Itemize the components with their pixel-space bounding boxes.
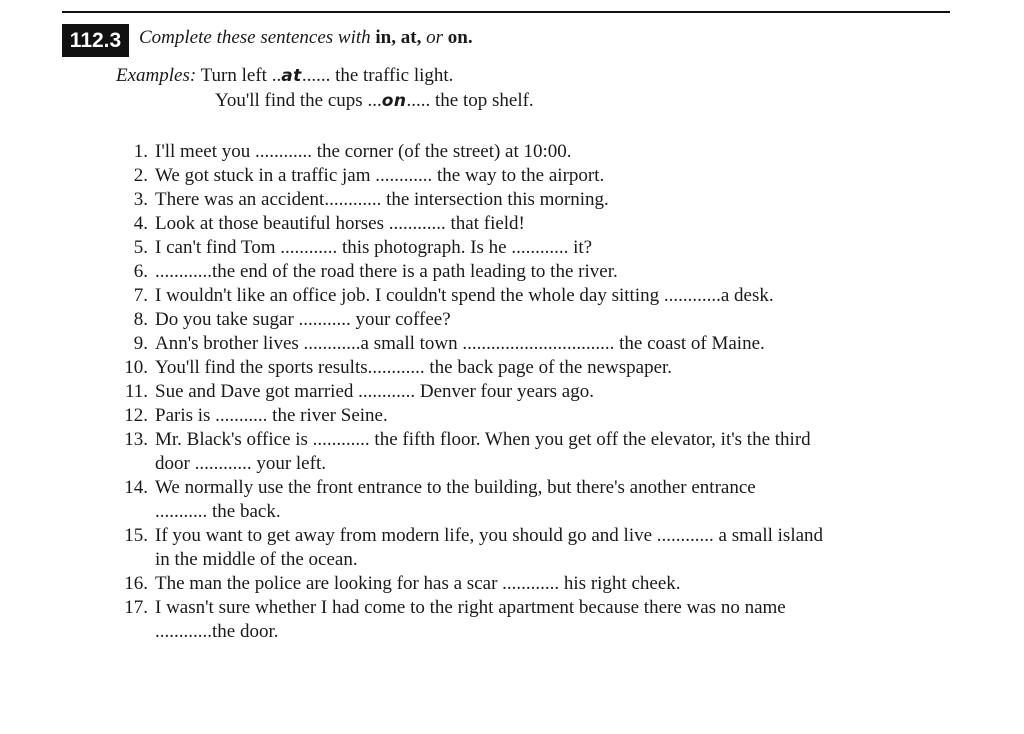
instruction-end: .	[467, 27, 473, 48]
exercise-number: 112.3	[62, 24, 129, 57]
list-item	[112, 524, 972, 572]
item-number: 12.	[124, 405, 148, 426]
item-number: 16.	[124, 573, 148, 594]
list-item	[112, 164, 972, 188]
example-1-before: Turn left ..	[196, 65, 282, 86]
item-number: 3.	[133, 189, 148, 210]
examples-label: Examples:	[116, 65, 197, 86]
list-item	[112, 356, 972, 380]
list-item	[112, 380, 972, 404]
list-item	[112, 404, 972, 428]
item-sentence: I wouldn't like an office job. I couldn't spend the whole day sitting ............a desk.	[155, 285, 774, 306]
exercise-instruction	[139, 27, 473, 49]
item-sentence: Do you take sugar ........... your coffee?	[155, 309, 451, 330]
instruction-prefix: Complete these sentences with	[139, 27, 376, 48]
list-item	[112, 140, 972, 164]
list-item	[112, 212, 972, 236]
example-1-after: ...... the traffic light.	[301, 65, 454, 86]
item-number: 11.	[124, 381, 148, 402]
item-sentence: ............the end of the road there is a path leading to the river.	[155, 261, 618, 282]
instruction-words: in, at,	[375, 27, 422, 48]
item-number: 14.	[124, 477, 148, 498]
item-sentence: Sue and Dave got married ............ Denver four years ago.	[155, 381, 594, 402]
item-number: 6.	[133, 261, 148, 282]
exercise-items	[112, 140, 972, 644]
item-number: 4.	[133, 213, 148, 234]
item-sentence: You'll find the sports results............ the back page of the newspaper.	[155, 357, 673, 378]
example-2-after: ..... the top shelf.	[406, 90, 534, 111]
list-item	[112, 332, 972, 356]
item-sentence: There was an accident............ the intersection this morning.	[155, 189, 609, 210]
item-number: 17.	[124, 597, 148, 618]
item-number: 13.	[124, 429, 148, 450]
list-item	[112, 188, 972, 212]
item-sentence: If you want to get away from modern life, you should go and live ............ a small island in the middle of the ocean.	[155, 525, 824, 570]
item-sentence: Ann's brother lives ............a small town ................................ the coast of Maine.	[155, 333, 765, 354]
list-item	[112, 572, 972, 596]
item-sentence: We got stuck in a traffic jam ............ the way to the airport.	[155, 165, 605, 186]
item-number: 5.	[133, 237, 148, 258]
list-item	[112, 428, 972, 476]
list-item	[112, 236, 972, 260]
item-sentence: I wasn't sure whether I had come to the right apartment because there was no name ............the door.	[155, 597, 786, 642]
item-sentence: Mr. Black's office is ............ the fifth floor. When you get off the elevator, it's the third door ............ your left.	[155, 429, 811, 474]
example-2-answer: on	[381, 91, 407, 111]
item-sentence: I can't find Tom ............ this photograph. Is he ............ it?	[155, 237, 593, 258]
list-item	[112, 284, 972, 308]
item-number: 10.	[124, 357, 148, 378]
example-2-before: You'll find the cups ...	[215, 90, 382, 111]
list-item	[112, 308, 972, 332]
top-rule	[62, 11, 950, 13]
item-number: 8.	[133, 309, 148, 330]
item-sentence: I'll meet you ............ the corner (of the street) at 10:00.	[155, 141, 572, 162]
list-item	[112, 260, 972, 284]
example-1-answer: at	[281, 66, 302, 86]
list-item	[112, 596, 972, 644]
item-sentence: Look at those beautiful horses ............ that field!	[155, 213, 525, 234]
list-item	[112, 476, 972, 524]
example-2	[215, 90, 534, 112]
item-number: 7.	[133, 285, 148, 306]
item-sentence: Paris is ........... the river Seine.	[155, 405, 388, 426]
example-1	[116, 65, 453, 87]
item-number: 2.	[133, 165, 148, 186]
item-number: 9.	[133, 333, 148, 354]
item-sentence: The man the police are looking for has a scar ............ his right cheek.	[155, 573, 681, 594]
item-sentence: We normally use the front entrance to the building, but there's another entrance ........... the back.	[155, 477, 756, 522]
item-number: 15.	[124, 525, 148, 546]
item-number: 1.	[133, 141, 148, 162]
instruction-or: or	[421, 27, 448, 48]
instruction-last: on	[447, 27, 468, 48]
